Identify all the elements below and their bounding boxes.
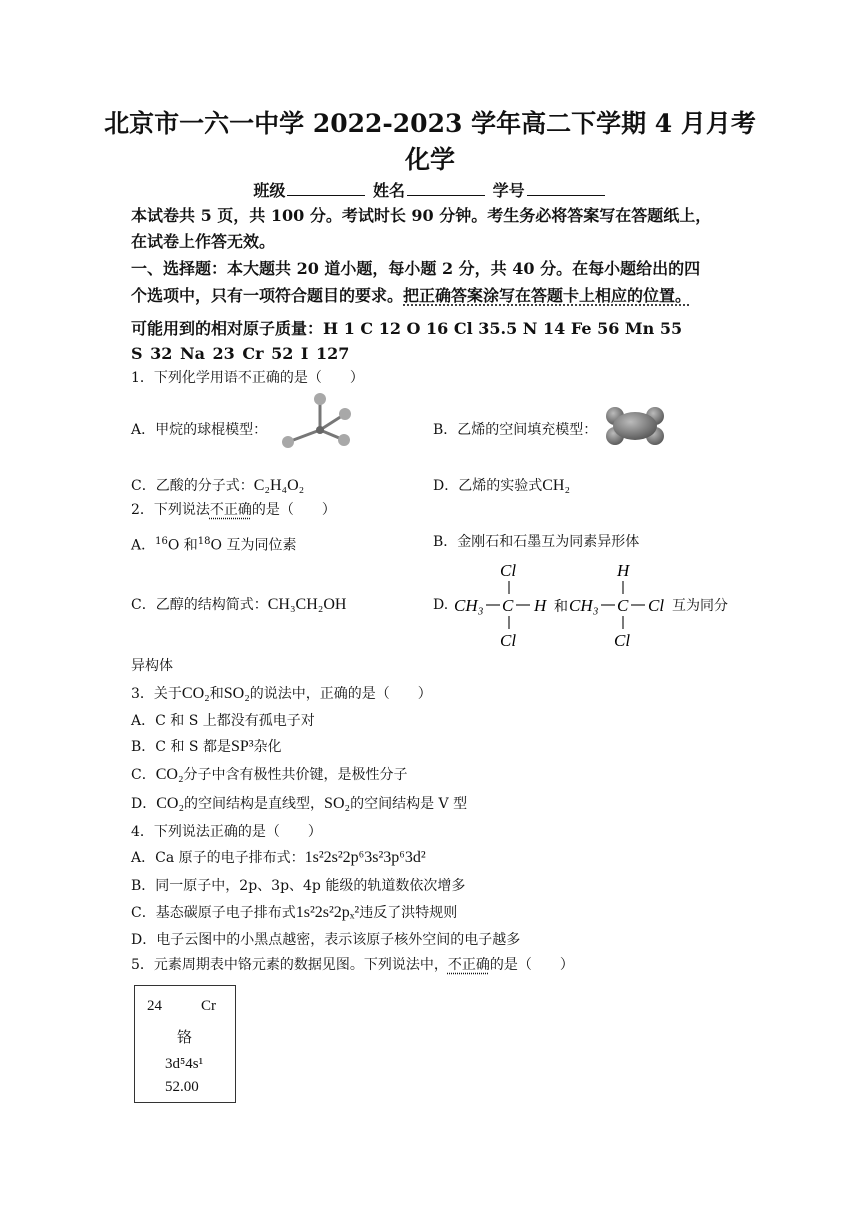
intro-line-2: 在试卷上作答无效。 [131, 232, 276, 251]
calcium-config: 1s²2s²2p⁶3s²3p⁶3d² [304, 849, 426, 866]
q1-option-c: C．乙酸的分子式：C₂H₄O₂ [131, 477, 305, 494]
card-atomic-mass: 52.00 [165, 1079, 199, 1095]
card-symbol: Cr [201, 998, 216, 1014]
q5-stem: 5．元素周期表中铬元素的数据见图。下列说法中，不正确的是（ ） [131, 957, 574, 973]
exam-subject: 化学 [404, 145, 455, 174]
q2-option-d-tail: 互为同分 [672, 598, 728, 614]
section-line-1: 一、选择题：本大题共 20 道小题，每小题 2 分，共 40 分。在每小题给出的四 [131, 259, 701, 278]
carbon-config: 1s²2s²2pₓ² [295, 904, 360, 921]
ethylene-space-filling-model [603, 404, 667, 448]
ethanol-formula: CH₃CH₂OH [267, 596, 347, 613]
card-atomic-number: 24 [147, 998, 162, 1014]
student-info-row [0, 178, 860, 201]
card-element-name: 铬 [177, 1028, 193, 1046]
q2-option-c: C．乙醇的结构简式：CH₃CH₂OH [131, 596, 347, 613]
atomic-masses-line-2: S 32 Na 23 Cr 52 I 127 [131, 344, 350, 363]
struct-2-bottom-cl: Cl [614, 631, 631, 650]
methane-ball-stick-model [278, 390, 362, 454]
q4-option-c: C．基态碳原子电子排布式1s²2s²2pₓ²违反了洪特规则 [131, 904, 458, 921]
q4-option-d: D．电子云图中的小黑点越密，表示该原子核外空间的电子越多 [131, 932, 521, 948]
q3-option-c: C．CO₂分子中含有极性共价键，是极性分子 [131, 766, 408, 783]
class-blank [287, 181, 365, 196]
struct-and: 和 [554, 600, 568, 615]
q3-option-d: D．CO₂的空间结构是直线型，SO₂的空间结构是 V 型 [131, 795, 468, 812]
id-blank [527, 181, 605, 196]
struct-1-c: C [502, 596, 514, 615]
struct-1-ch3: CH₃ [454, 596, 484, 615]
q1-option-d: D．乙烯的实验式CH₂ [433, 477, 571, 494]
q2-option-a: A．$^{16}$O 和$^{18}$O 互为同位素 [131, 536, 297, 554]
id-label: 学号 [492, 181, 525, 200]
struct-2-right-cl: Cl [648, 596, 665, 615]
emphasis-text: 把正确答案涂写在答题卡上相应的位置。 [403, 286, 692, 305]
class-label: 班级 [253, 181, 286, 200]
section-line-2: 个选项中，只有一项符合题目的要求。把正确答案涂写在答题卡上相应的位置。 [131, 286, 692, 305]
acetic-acid-formula: C₂H₄O₂ [253, 477, 305, 494]
q3-stem: 3．关于CO₂和SO₂的说法中，正确的是（ ） [131, 685, 432, 702]
q3-option-a: A．C 和 S 上都没有孤电子对 [131, 713, 315, 729]
q4-option-a: A．Ca 原子的电子排布式：1s²2s²2p⁶3s²3p⁶3d² [131, 849, 426, 866]
intro-line-1: 本试卷共 5 页，共 100 分。考试时长 90 分钟。考生务必将答案写在答题纸上， [131, 206, 712, 225]
q2-stem: 2．下列说法不正确的是（ ） [131, 502, 336, 518]
struct-2-ch3: CH₃ [569, 596, 599, 615]
q2-option-b: B．金刚石和石墨互为同素异形体 [433, 534, 640, 550]
q4-stem: 4．下列说法正确的是（ ） [131, 824, 322, 840]
struct-1-top-cl: Cl [500, 561, 517, 580]
chromium-element-card [134, 985, 236, 1103]
q1-option-b: B．乙烯的空间填充模型： [433, 422, 598, 438]
q1-stem: 1．下列化学用语不正确的是（ ） [131, 370, 364, 386]
name-label: 姓名 [372, 181, 405, 200]
ethylene-empirical-formula: CH₂ [542, 477, 571, 494]
struct-2-c: C [617, 596, 629, 615]
card-electron-config: 3d⁵4s¹ [165, 1056, 204, 1072]
struct-1-bottom-cl: Cl [500, 631, 517, 650]
q2-option-d-label: D. [433, 597, 449, 613]
atomic-masses-line-1: 可能用到的相对原子质量：H 1 C 12 O 16 Cl 35.5 N 14 Fe 56 Mn 55 [131, 319, 683, 338]
q2-option-d-wrap: 异构体 [131, 658, 173, 674]
q1-option-a: A．甲烷的球棍模型： [131, 422, 268, 438]
q3-option-b: B．C 和 S 都是SP³杂化 [131, 738, 282, 755]
q4-option-b: B．同一原子中，2p、3p、4p 能级的轨道数依次增多 [131, 878, 466, 894]
exam-title: 北京市一六一中学 2022-2023 学年高二下学期 4 月月考 [104, 109, 756, 138]
struct-2-top-h: H [617, 561, 630, 580]
struct-1-h: H [534, 596, 547, 615]
name-blank [407, 181, 485, 196]
